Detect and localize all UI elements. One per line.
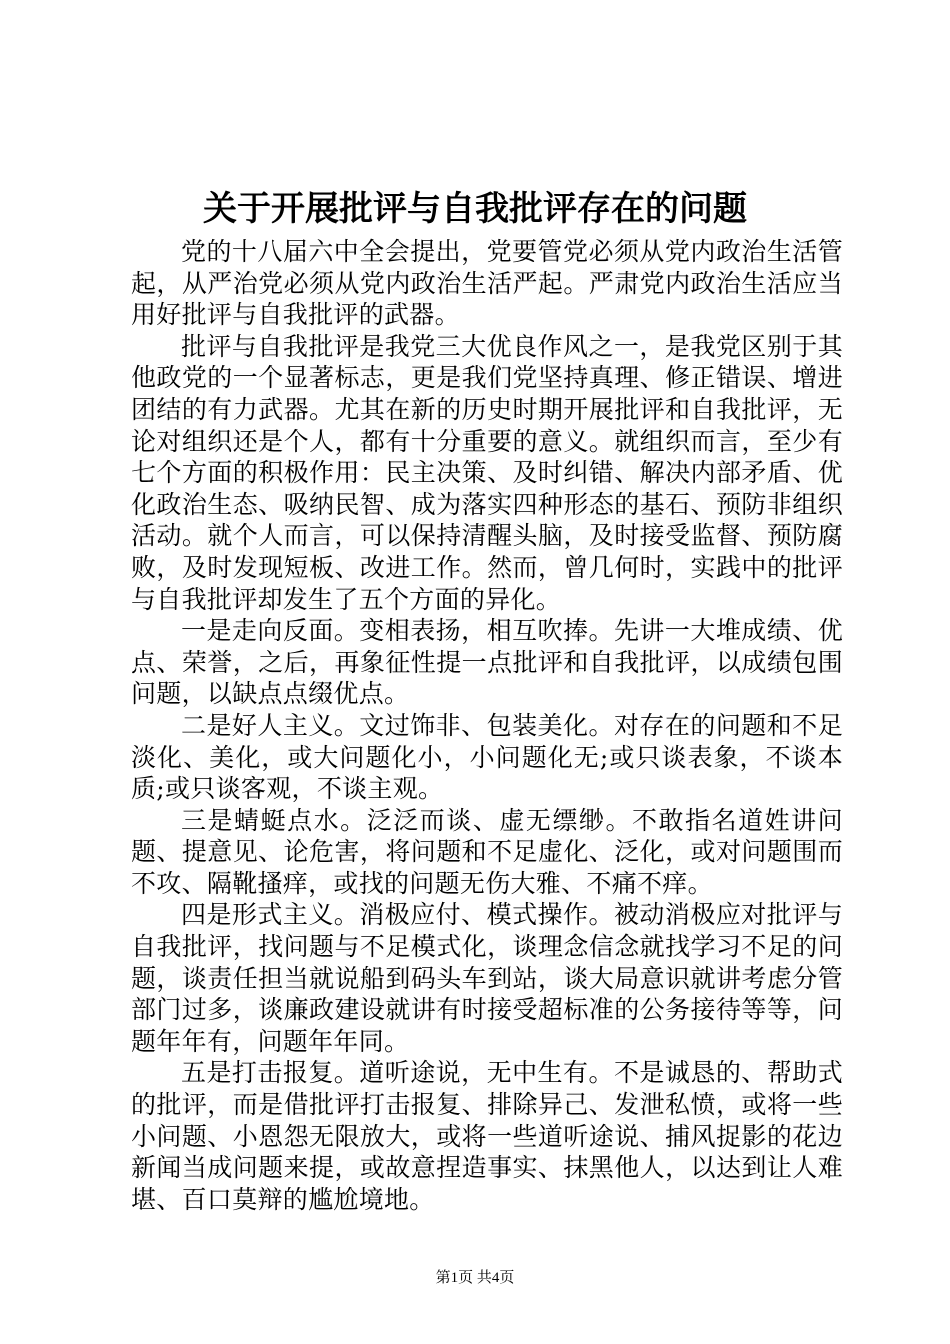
paragraph: 五是打击报复。道听途说，无中生有。不是诚恳的、帮助式的批评，而是借批评打击报复、排除异己、发泄私愤，或将一些小问题、小恩怨无限放大，或将一些道听途说、捕风捉影的花边新闻当成问题来提，或故意捏造事实、抹黑他人，以达到让人难堪、百口莫辩的尴尬境地。 [131, 1058, 843, 1214]
paragraph: 三是蜻蜓点水。泛泛而谈、虚无缥缈。不敢指名道姓讲问题、提意见、论危害，将问题和不足虚化、泛化，或对问题围而不攻、隔靴搔痒，或找的问题无伤大雅、不痛不痒。 [131, 805, 843, 898]
document-body [131, 236, 843, 1215]
paragraph: 二是好人主义。文过饰非、包装美化。对存在的问题和不足淡化、美化，或大问题化小，小问题化无;或只谈表象，不谈本质;或只谈客观，不谈主观。 [131, 710, 843, 804]
page-number-footer: 第1页 共4页 [435, 1270, 515, 1286]
document-title: 关于开展批评与自我批评存在的问题 [203, 189, 747, 229]
paragraph: 批评与自我批评是我党三大优良作风之一，是我党区别于其他政党的一个显著标志，更是我们党坚持真理、修正错误、增进团结的有力武器。尤其在新的历史时期开展批评和自我批评，无论对组织还是个人，都有十分重要的意义。就组织而言，至少有七个方面的积极作用：民主决策、及时纠错、解决内部矛盾、优化政治生态、吸纳民智、成为落实四种形态的基石、预防非组织活动。就个人而言，可以保持清醒头脑，及时接受监督、预防腐败，及时发现短板、改进工作。然而，曾几何时，实践中的批评与自我批评却发生了五个方面的异化。 [131, 331, 843, 614]
paragraph: 四是形式主义。消极应付、模式操作。被动消极应对批评与自我批评，找问题与不足模式化，谈理念信念就找学习不足的问题，谈责任担当就说船到码头车到站，谈大局意识就讲考虑分管部门过多，谈廉政建设就讲有时接受超标准的公务接待等等，问题年年有，问题年年同。 [131, 900, 843, 1056]
paragraph: 一是走向反面。变相表扬，相互吹捧。先讲一大堆成绩、优点、荣誉，之后，再象征性提一点批评和自我批评，以成绩包围问题，以缺点点缀优点。 [131, 616, 843, 709]
paragraph: 党的十八届六中全会提出，党要管党必须从党内政治生活管起，从严治党必须从党内政治生活严起。严肃党内政治生活应当用好批评与自我批评的武器。 [131, 237, 843, 330]
